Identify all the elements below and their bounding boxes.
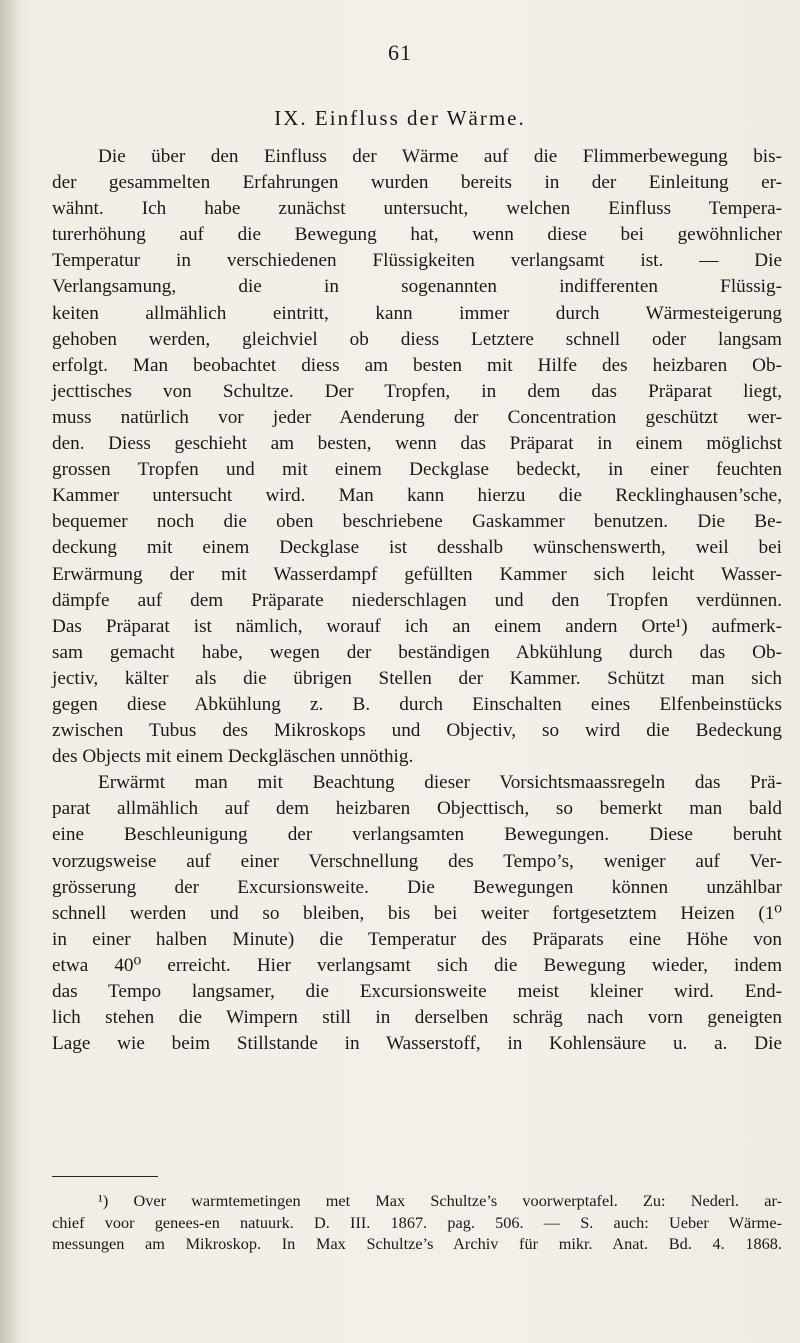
footnote-line: ¹) Over warmtemetingen met Max Schultze’s voorwerptafel. Zu: Nederl. ar- [98,1191,782,1210]
text-line: Temperatur in verschiedenen Flüssigkeiten verlangsamt ist. — Die [52,250,782,272]
footnote-line: chief voor genees-en natuurk. D. III. 1867. pag. 506. — S. auch: Ueber Wärme- [52,1212,782,1232]
text-line: jectiv, kälter als die übrigen Stellen der Kammer. Schützt man sich [52,667,782,689]
text-line: grossen Tropfen und mit einem Deckglase bedeckt, in einer feuchten [52,459,782,481]
text-line: Kammer untersucht wird. Man kann hierzu die Recklinghausen’sche, [52,485,782,507]
text-line: eine Beschleunigung der verlangsamten Bewegungen. Diese beruht [52,824,782,846]
text-line: Das Präparat ist nämlich, worauf ich an einem andern Orte¹) aufmerk- [52,615,782,637]
text-line: grösserung der Excursionsweite. Die Bewegungen können unzählbar [52,876,782,898]
text-line: lich stehen die Wimpern still in derselben schräg nach vorn geneigten [52,1007,782,1029]
text-line: den. Diess geschieht am besten, wenn das Präparat in einem möglichst [52,433,782,455]
text-line: des Objects mit einem Deckgläschen unnöthig. [52,746,414,768]
text-line: schnell werden und so bleiben, bis bei weiter fortgesetztem Heizen (1⁰ [52,902,782,924]
text-line: Erwärmung der mit Wasserdampf gefüllten Kammer sich leicht Wasser- [52,563,782,585]
text-line: bequemer noch die oben beschriebene Gaskammer benutzen. Die Be- [52,511,782,533]
text-line: in einer halben Minute) die Temperatur des Präparats eine Höhe von [52,928,782,950]
section-heading: IX. Einfluss der Wärme. [274,106,526,130]
text-line: keiten allmählich eintritt, kann immer durch Wärmesteigerung [52,302,782,324]
text-line: zwischen Tubus des Mikroskops und Objectiv, so wird die Bedeckung [52,720,782,742]
text-line: Verlangsamung, die in sogenannten indifferenten Flüssig- [52,276,782,298]
text-line: wähnt. Ich habe zunächst untersucht, welchen Einfluss Tempera- [52,198,782,220]
page-gutter-shadow [0,0,22,1343]
text-line: vorzugsweise auf einer Verschnellung des Tempo’s, weniger auf Ver- [52,850,782,872]
footnote-divider [52,1176,158,1177]
body-text [52,144,782,1057]
page-number: 61 [388,40,412,65]
text-line: dämpfe auf dem Präparate niederschlagen und den Tropfen verdünnen. [52,589,782,611]
text-line: gehoben werden, gleichviel ob diess Letztere schnell oder langsam [52,328,782,350]
footnote [52,1190,782,1255]
text-line: Die über den Einfluss der Wärme auf die Flimmerbewegung bis- [98,146,782,167]
text-line: deckung mit einem Deckglase ist desshalb wünschenswerth, weil bei [52,537,782,559]
text-line: jecttisches von Schultze. Der Tropfen, in dem das Präparat liegt, [52,380,782,402]
text-line: parat allmählich auf dem heizbaren Objecttisch, so bemerkt man bald [52,798,782,820]
text-line: Lage wie beim Stillstande in Wasserstoff, in Kohlensäure u. a. Die [52,1033,782,1055]
text-line: gegen diese Abkühlung z. B. durch Einschalten eines Elfenbeinstücks [52,693,782,715]
text-line: Erwärmt man mit Beachtung dieser Vorsichtsmaassregeln das Prä- [98,772,782,794]
footnote-line: messungen am Mikroskop. In Max Schultze’s Archiv für mikr. Anat. Bd. 4. 1868. [52,1234,782,1253]
text-line: sam gemacht habe, wegen der beständigen Abkühlung durch das Ob- [52,641,782,663]
text-line: der gesammelten Erfahrungen wurden bereits in der Einleitung er- [52,172,782,194]
text-line: das Tempo langsamer, die Excursionsweite meist kleiner wird. End- [52,981,782,1002]
text-line: etwa 40⁰ erreicht. Hier verlangsamt sich die Bewegung wieder, indem [52,954,782,976]
text-line: erfolgt. Man beobachtet diess am besten mit Hilfe des heizbaren Ob- [52,354,782,376]
text-line: turerhöhung auf die Bewegung hat, wenn diese bei gewöhnlicher [52,224,782,246]
text-line: muss natürlich vor jeder Aenderung der Concentration geschützt wer- [52,406,782,428]
